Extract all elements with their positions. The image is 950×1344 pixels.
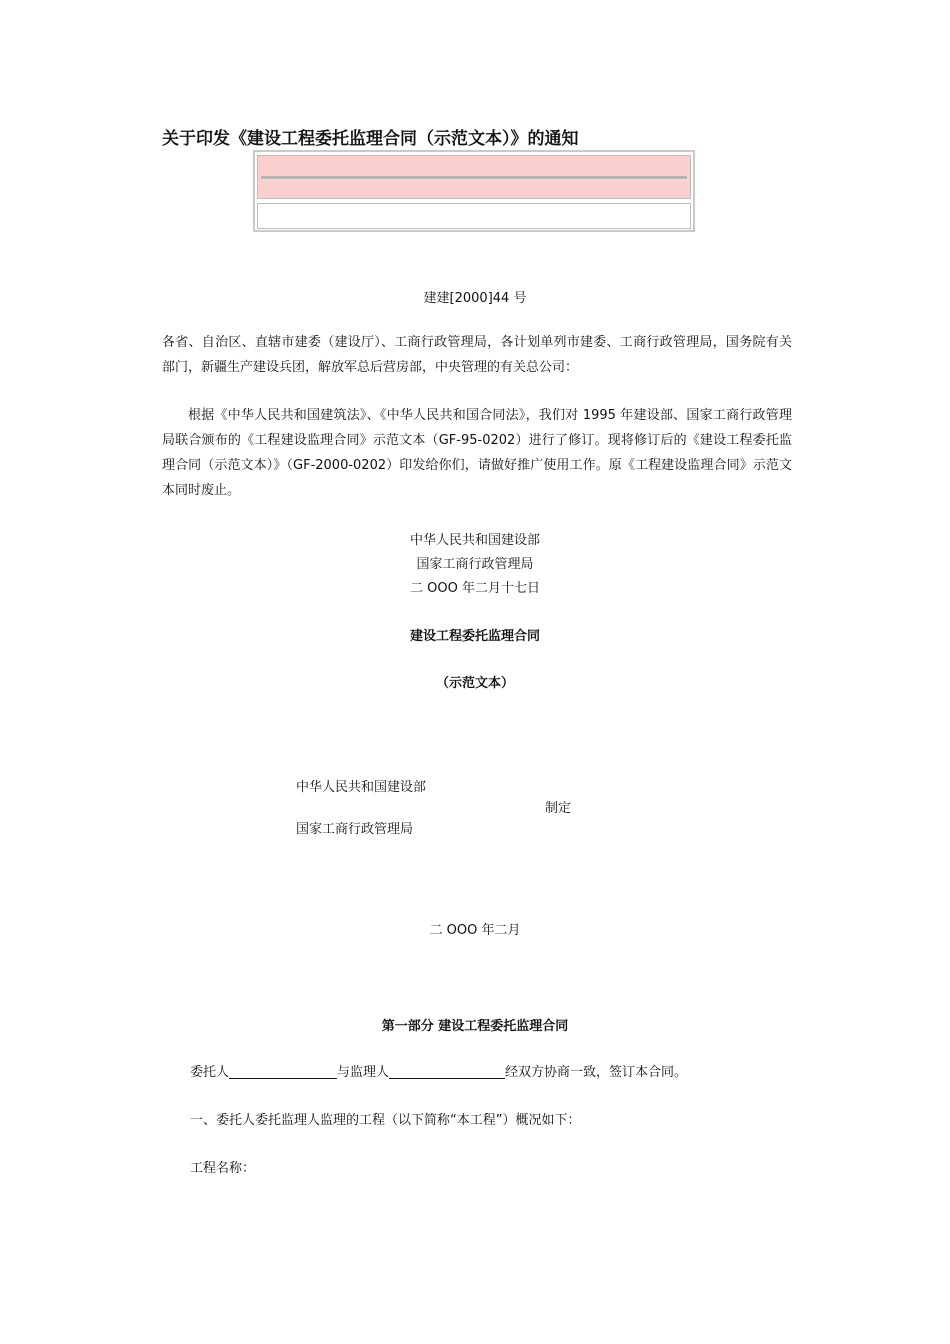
page-title: 关于印发《建设工程委托监理合同（示范文本）》的通知 <box>162 129 579 149</box>
header-box-divider <box>261 176 687 180</box>
document-number: 建建[2000]44 号 <box>423 291 527 306</box>
project-name-label: 工程名称： <box>190 1161 256 1176</box>
issue-date: 二 OOO 年二月 <box>429 923 521 938</box>
agreement-closing: 经双方协商一致，签订本合同。 <box>505 1065 688 1080</box>
contract-title: 建设工程委托监理合同 <box>409 629 540 644</box>
body-paragraph: 根据《中华人民共和国建筑法》、《中华人民共和国合同法》，我们对 1995 年建设部、国家工商行政管理局联合颁布的《工程建设监理合同》示范文本（GF-95-0202）进行了修订。现将修订后的《建设工程委托监理合同（示范文本）》（GF-2000-0202）印发给你们，请做好推广使用工作。原《工程建设监理合同》示范文本同时废止。 <box>162 408 792 498</box>
addressee-paragraph: 各省、自治区、直辖市建委（建设厅）、工商行政管理局，各计划单列市建委、工商行政管理局，国务院有关部门，新疆生产建设兵团，解放军总后营房部，中央管理的有关总公司： <box>162 335 792 375</box>
maker-label: 制定 <box>545 801 572 816</box>
agreement-line <box>190 1061 687 1080</box>
principal-label: 委托人 <box>190 1065 230 1080</box>
supervisor-label: 与监理人 <box>337 1065 390 1080</box>
principal-blank <box>229 1064 337 1079</box>
supervisor-blank <box>389 1064 505 1079</box>
clause-one: 一、委托人委托监理人监理的工程（以下简称“本工程”）概况如下： <box>190 1113 581 1128</box>
maker-org-1: 中华人民共和国建设部 <box>296 780 427 795</box>
maker-org-2: 国家工商行政管理局 <box>296 822 414 837</box>
signature-org-2: 国家工商行政管理局 <box>416 557 534 572</box>
signature-org-1: 中华人民共和国建设部 <box>409 533 540 548</box>
header-box-empty-row <box>257 203 691 229</box>
part-one-title: 第一部分 建设工程委托监理合同 <box>381 1019 569 1034</box>
signature-date: 二 OOO 年二月十七日 <box>410 581 540 596</box>
contract-subtitle: （示范文本） <box>435 676 514 691</box>
